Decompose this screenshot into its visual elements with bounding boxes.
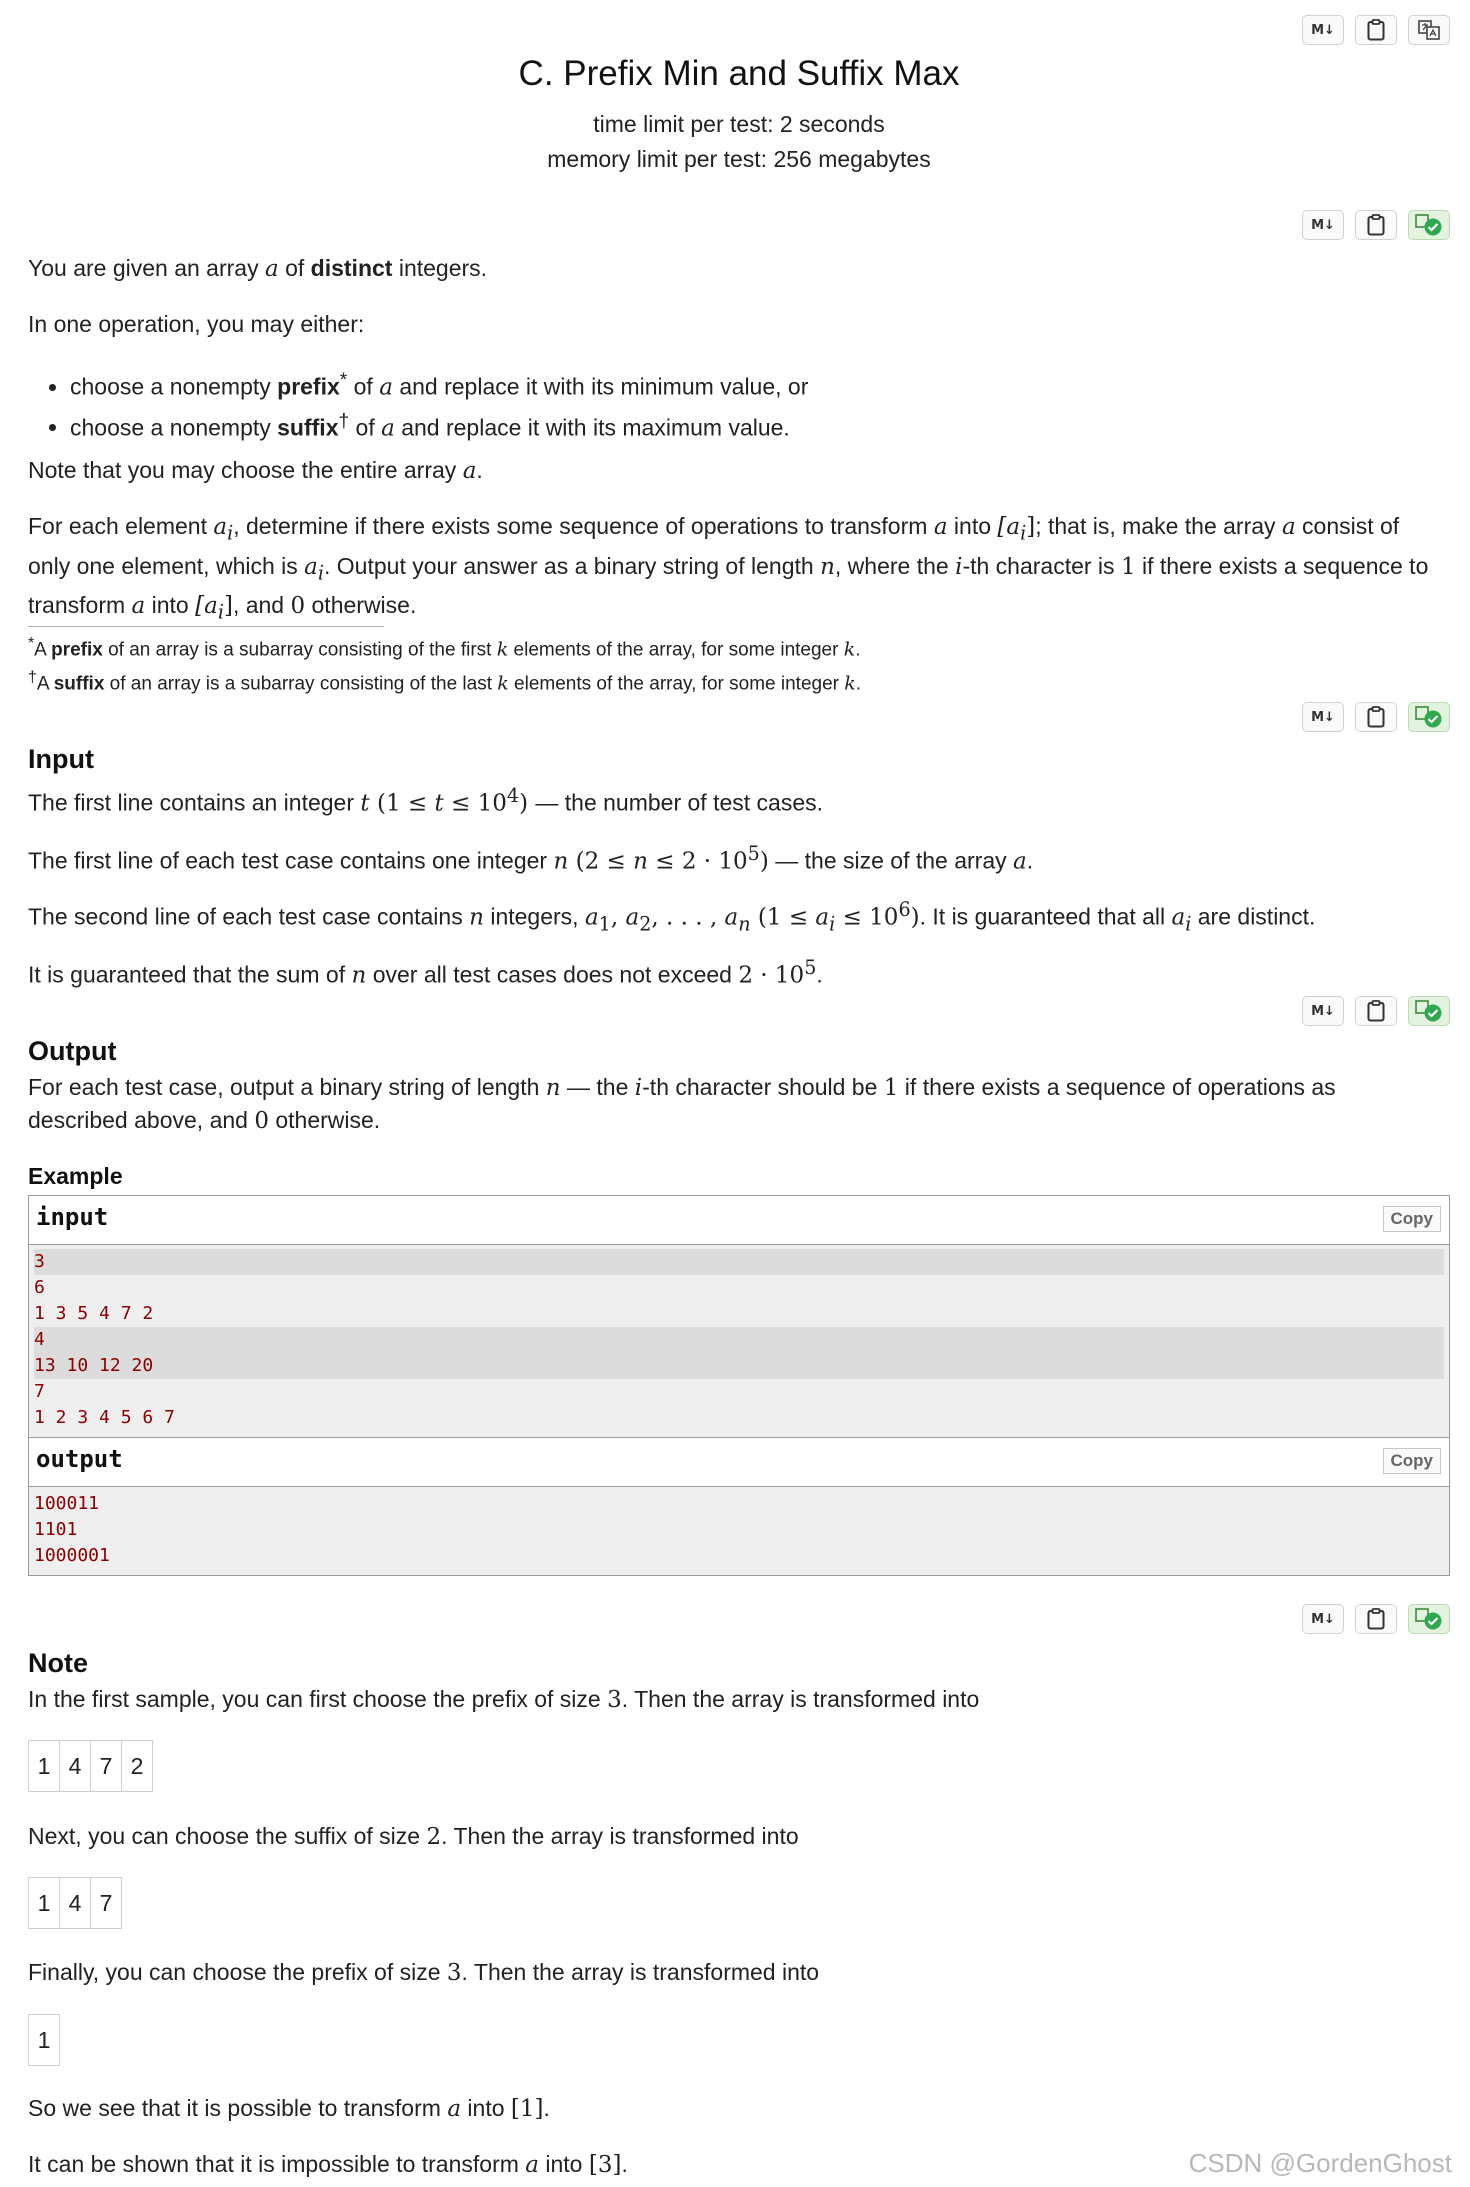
text: — the size of the array [768,847,1014,874]
math-n: n [633,848,648,875]
text: , determine if there exists some sequence of operations to transform [233,513,934,539]
text: It can be shown that it is impossible to transform [28,2151,526,2177]
list-item [70,405,1448,446]
bold-prefix: prefix [51,639,103,661]
text: over all test cases does not exceed [366,961,739,988]
footnote-mark: * [339,370,348,391]
markdown-button[interactable] [1302,702,1344,732]
math-a: a [1171,904,1186,931]
text: . [816,961,823,988]
math-one: 1 [883,1075,899,1101]
math-exp: 6 [898,898,911,921]
text: choose a nonempty [70,414,278,441]
markdown-icon: M↓ [1311,709,1335,725]
footnote-prefix [28,629,861,665]
output-line-2 [28,1104,1448,1137]
clipboard-button[interactable] [1355,15,1397,45]
text: For each test case, output a binary string of length [28,1074,546,1100]
math: 3 [446,1960,462,1986]
text: choose a nonempty [70,373,278,400]
text: and replace it with its minimum value, or [392,373,809,400]
translated-check-icon [1414,999,1444,1023]
text: So we see that it is possible to transform [28,2095,448,2121]
text: Note that you may choose the entire array [28,457,463,483]
array-cell: 7 [90,1740,122,1792]
math-a: a [379,374,393,401]
text: otherwise. [268,1107,381,1133]
output-line-1 [28,1071,1448,1104]
array-step-2 [28,1877,121,1929]
translated-button[interactable] [1408,1604,1450,1634]
math-t: t [434,790,444,817]
statement-task [28,510,1448,629]
markdown-icon: M↓ [1311,22,1335,38]
text: It is guaranteed that the sum of [28,961,352,988]
math-k: k [497,672,509,695]
math-i: i [634,1075,643,1101]
math: ≤ 10 [443,790,507,817]
math-exp: 5 [804,956,817,979]
math: [3] [588,2152,622,2178]
math-one: 1 [1120,553,1136,580]
math-a: a [1281,514,1296,540]
math: , [610,904,626,931]
math-k: k [496,638,509,661]
list-item [70,364,1448,405]
text: Next, you can choose the suffix of size [28,1823,427,1849]
math-n: n [820,553,835,580]
note-title: Note [28,1648,88,1678]
input-line-4 [28,952,1448,992]
text: -th character is [962,552,1121,579]
bold-prefix: prefix [277,373,340,400]
math: ≤ 2 · 10 [647,848,748,875]
math-a: a [213,514,228,540]
math: ) [910,904,920,931]
math: [1] [510,2096,544,2122]
sample-output-header [29,1438,1449,1487]
math-zero: 0 [290,593,306,620]
sample-output-body [29,1487,1449,1575]
input-line: 13 10 12 20 [34,1353,1444,1379]
math-a: a [381,415,395,442]
markdown-button[interactable] [1302,15,1344,45]
translate-button[interactable] [1408,15,1450,45]
input-line: 6 [34,1277,45,1298]
math-a: a [724,904,739,931]
clipboard-button[interactable] [1355,1604,1397,1634]
input-line: 4 [34,1327,1444,1353]
output-line: 1101 [34,1519,78,1540]
text: transform [28,592,132,619]
text: Finally, you can choose the prefix of size [28,1959,447,1985]
text: of [278,255,311,281]
math-sub-i: i [1020,521,1027,545]
math: 3 [607,1687,622,1713]
text: The second line of each test case contains [28,903,470,930]
text: and replace it with its maximum value. [394,414,790,441]
math-sub: 1 [598,912,611,936]
translated-button[interactable] [1408,702,1450,732]
input-line-2 [28,838,1448,878]
text: elements of the array, for some integer [508,673,845,695]
output-line: 1000001 [34,1545,110,1566]
text: of [349,414,382,441]
text: only one element, which is [28,552,305,579]
text: . [855,639,861,661]
note-line-3 [28,1956,1448,1989]
math: ≤ 10 [835,904,899,931]
math-n: n [351,962,367,989]
note-line-2 [28,1820,1448,1853]
math-k: k [843,638,856,661]
text: . Then the array is transformed into [461,1959,820,1985]
math-n: n [553,848,569,875]
array-cell: 4 [59,1877,91,1929]
text: , where the [834,552,956,579]
sample-input-label: input [36,1203,109,1231]
text: The first line of each test case contains one integer [28,847,554,874]
markdown-button[interactable] [1302,996,1344,1026]
output-toolbar [1302,996,1450,1026]
text: . Then the array is transformed into [441,1823,799,1849]
math: ) [759,848,769,875]
footnote-mark: * [28,635,35,652]
math-a: a [447,2096,462,2122]
markdown-button[interactable] [1302,1604,1344,1634]
math-a: a [462,458,477,484]
text: You are given an array [28,255,265,281]
text: described above, and [28,1107,255,1133]
statement-operation-intro: In one operation, you may either: [28,311,365,337]
math-bracket: ] [1026,514,1036,540]
math: (2 ≤ [568,848,634,875]
math-bracket-a: [a [195,593,218,620]
output-description [28,1071,1448,1137]
math-k: k [844,672,856,695]
translate-icon [1417,19,1441,41]
output-line: 100011 [34,1493,100,1514]
note-line-4 [28,2092,1448,2125]
math-sub-i: i [217,600,224,624]
footnote-mark: † [28,669,37,686]
translated-button[interactable] [1408,210,1450,240]
clipboard-icon [1367,1608,1385,1630]
input-title: Input [28,744,94,774]
math-n: n [469,904,484,931]
input-line-1 [28,780,1448,820]
text: of an array is a subarray consisting of the first [102,639,497,661]
math: 2 [426,1824,442,1850]
text: integers, [483,903,585,930]
sample-input-body [29,1245,1449,1437]
example-title: Example [28,1163,123,1189]
math-exp: 4 [506,784,520,807]
operations-list [28,364,1448,445]
clipboard-icon [1367,214,1385,236]
math-a: a [933,514,948,540]
math-a: a [525,2152,539,2178]
watermark: CSDN @GordenGhost [1188,2148,1452,2178]
markdown-icon: M↓ [1311,217,1335,233]
math-sub: n [738,912,751,936]
text: — the [560,1074,635,1100]
statement-intro [28,252,1448,285]
input-line-3 [28,894,1448,940]
text: otherwise. [305,592,417,619]
sample-input [28,1195,1450,1438]
clipboard-button[interactable] [1355,210,1397,240]
sample-input-header [29,1196,1449,1245]
array-step-3 [28,2014,59,2066]
input-line: 7 [34,1381,45,1402]
memory-limit: memory limit per test: 256 megabytes [547,146,931,172]
array-cell: 1 [28,2014,60,2066]
math-sub-i: i [829,912,836,936]
text: into [145,592,196,619]
text: A [34,639,52,661]
text: . [1026,847,1034,874]
clipboard-button[interactable] [1355,702,1397,732]
footnote-suffix [28,663,861,699]
copy-input-button[interactable]: Copy [1383,1206,1442,1232]
text: The first line contains an integer [28,789,361,816]
math-a: a [584,904,599,931]
text: . Output your answer as a binary string of length [324,552,821,579]
text: into [461,2095,511,2121]
array-cell: 7 [90,1877,122,1929]
math-a: a [304,553,318,580]
markdown-icon: M↓ [1311,1611,1335,1627]
text: are distinct. [1191,903,1316,930]
note-line-1 [28,1683,1448,1716]
math-a: a [815,904,830,931]
input-line: 1 2 3 4 5 6 7 [34,1407,175,1428]
text: . [621,2151,628,2177]
text: . [543,2095,550,2121]
text: For each element [28,513,214,539]
text: into [539,2151,589,2177]
text: of [347,373,380,400]
text: A [36,673,54,695]
task-line-3 [28,589,1448,629]
input-line: 3 [34,1249,1444,1275]
math-sub-i: i [317,561,325,585]
bold-suffix: suffix [53,673,105,695]
math-a: a [264,256,279,282]
text: , and [232,592,291,619]
array-cell: 2 [121,1740,153,1792]
statement-toolbar [1302,210,1450,240]
footnote-divider [28,626,384,627]
math-zero: 0 [254,1108,269,1134]
bold-suffix: suffix [277,414,339,441]
math: (1 ≤ [369,790,435,817]
text: -th character should be [642,1074,884,1100]
sample-output [28,1437,1450,1576]
clipboard-icon [1367,1000,1385,1022]
text: . [476,457,483,483]
math-sub-i: i [227,521,234,545]
note-toolbar [1302,1604,1450,1634]
text: elements of the array, for some integer [508,639,844,661]
math-sub: 2 [639,912,652,936]
text: . It is guaranteed that all [919,903,1172,930]
math-a: a [625,904,640,931]
math-t: t [360,790,370,817]
math: , . . . , [651,904,725,931]
text: into [947,513,998,539]
text: ; that is, make the array [1035,513,1282,539]
copy-output-button[interactable]: Copy [1383,1448,1442,1474]
statement-note-entire [28,454,1448,487]
header-toolbar [1302,15,1450,45]
markdown-button[interactable] [1302,210,1344,240]
markdown-icon: M↓ [1311,1003,1335,1019]
math: 2 · 10 [738,962,805,989]
math-i: i [955,553,963,580]
footnote-mark: † [338,410,350,432]
text: if there exists a sequence to [1135,552,1429,579]
problem-title: C. Prefix Min and Suffix Max [518,54,960,93]
task-line-1 [28,510,1448,550]
text: In the first sample, you can first choose the prefix of size [28,1686,608,1712]
text: . [855,673,862,695]
math-exp: 5 [747,842,760,865]
time-limit: time limit per test: 2 seconds [593,111,885,137]
math-a: a [1013,848,1027,875]
input-toolbar [1302,702,1450,732]
text: integers. [392,255,488,281]
text: consist of [1295,513,1400,539]
array-cell: 4 [59,1740,91,1792]
math-n: n [545,1075,561,1101]
clipboard-icon [1367,706,1385,728]
math: (1 ≤ [750,904,816,931]
math: ) [519,790,536,817]
text: . Then the array is transformed into [621,1686,980,1712]
math-bracket-a: [a [997,514,1021,540]
input-line: 1 3 5 4 7 2 [34,1303,154,1324]
translated-check-icon [1414,1607,1444,1631]
bold-distinct: distinct [310,255,393,281]
text: of an array is a subarray consisting of the last [104,673,498,695]
sample-output-label: output [36,1445,123,1473]
problem-header [28,50,1450,177]
translated-check-icon [1414,705,1444,729]
array-cell: 1 [28,1877,60,1929]
text: if there exists a sequence of operations as [898,1074,1336,1100]
task-line-2 [28,550,1448,590]
math-bracket: ] [223,593,233,620]
array-step-1 [28,1740,152,1792]
array-cell: 1 [28,1740,60,1792]
translated-check-icon [1414,213,1444,237]
math-sub-i: i [1185,912,1192,936]
clipboard-button[interactable] [1355,996,1397,1026]
math-a: a [131,593,146,620]
clipboard-icon [1367,19,1385,41]
text: — the number of test cases. [535,789,824,816]
translated-button[interactable] [1408,996,1450,1026]
output-title: Output [28,1036,117,1066]
